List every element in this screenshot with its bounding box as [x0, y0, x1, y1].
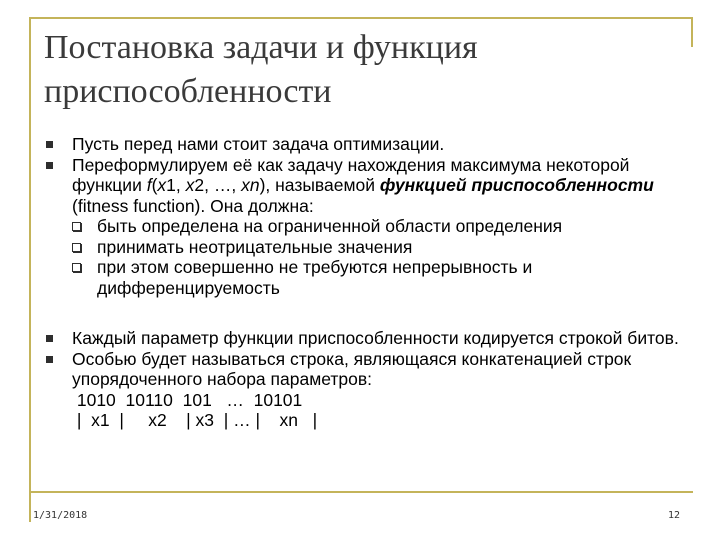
bullet-1-text: Пусть перед нами стоит задача оптимизации.	[72, 134, 445, 154]
bullet-1	[44, 134, 684, 155]
sub-bullet-1	[44, 216, 684, 237]
bullet-2	[44, 155, 684, 217]
frame-top-line	[29, 17, 693, 19]
sub-bullet-text: принимать неотрицательные значения	[97, 236, 413, 257]
page-number: 12	[667, 510, 680, 521]
slide-content	[44, 134, 684, 431]
bullet-2-text: (	[151, 175, 158, 195]
frame-right-tick	[691, 17, 693, 47]
checkbox-bullet-icon	[72, 243, 81, 252]
frame-bottom-line	[29, 491, 693, 493]
sub-bullet-text: при этом совершенно не требуются непрерывность и дифференцируемость	[97, 257, 533, 298]
variable-symbol: x	[185, 175, 195, 195]
bullet-2-text: 1,	[166, 175, 186, 195]
variable-symbol: x	[157, 175, 167, 195]
slide-title	[44, 26, 684, 114]
checkbox-bullet-icon	[72, 263, 81, 272]
bullet-2-text: Переформулируем её как задачу нахождения максимума некоторой функции	[72, 154, 630, 195]
parameter-label-row: | x1 | x2 | x3 | … | xn |	[72, 410, 318, 430]
variable-symbol: xn	[241, 175, 260, 195]
bullet-3	[44, 328, 684, 349]
function-symbol: f	[146, 175, 152, 195]
bullet-2-text: 2, …,	[194, 175, 242, 195]
frame-left-line	[29, 17, 31, 522]
title-line-2: приспособленности	[44, 73, 332, 110]
footer-date: 1/31/2018	[33, 510, 88, 521]
spacer	[44, 298, 684, 328]
bullet-3-text: Каждый параметр функции приспособленности кодируется строкой битов.	[72, 328, 679, 348]
bullet-4	[44, 349, 684, 390]
checkbox-bullet-icon	[72, 222, 81, 231]
fitness-function-term: функцией приспособленности	[379, 175, 654, 195]
bit-string-row: 1010 10110 101 … 10101	[72, 389, 303, 410]
bullet-4-text: Особью будет называться строка, являющаяся конкатенацией строк упорядоченного набора параметров:	[72, 348, 632, 389]
sub-bullet-3	[44, 257, 684, 298]
bullet-2-text: ), называемой	[259, 175, 380, 195]
title-line-1: Постановка задачи и функция	[44, 29, 478, 66]
bullet-2-text: (fitness function). Она должна:	[72, 195, 314, 216]
sub-bullet-2	[44, 237, 684, 258]
sub-bullet-text: быть определена на ограниченной области определения	[97, 216, 563, 236]
